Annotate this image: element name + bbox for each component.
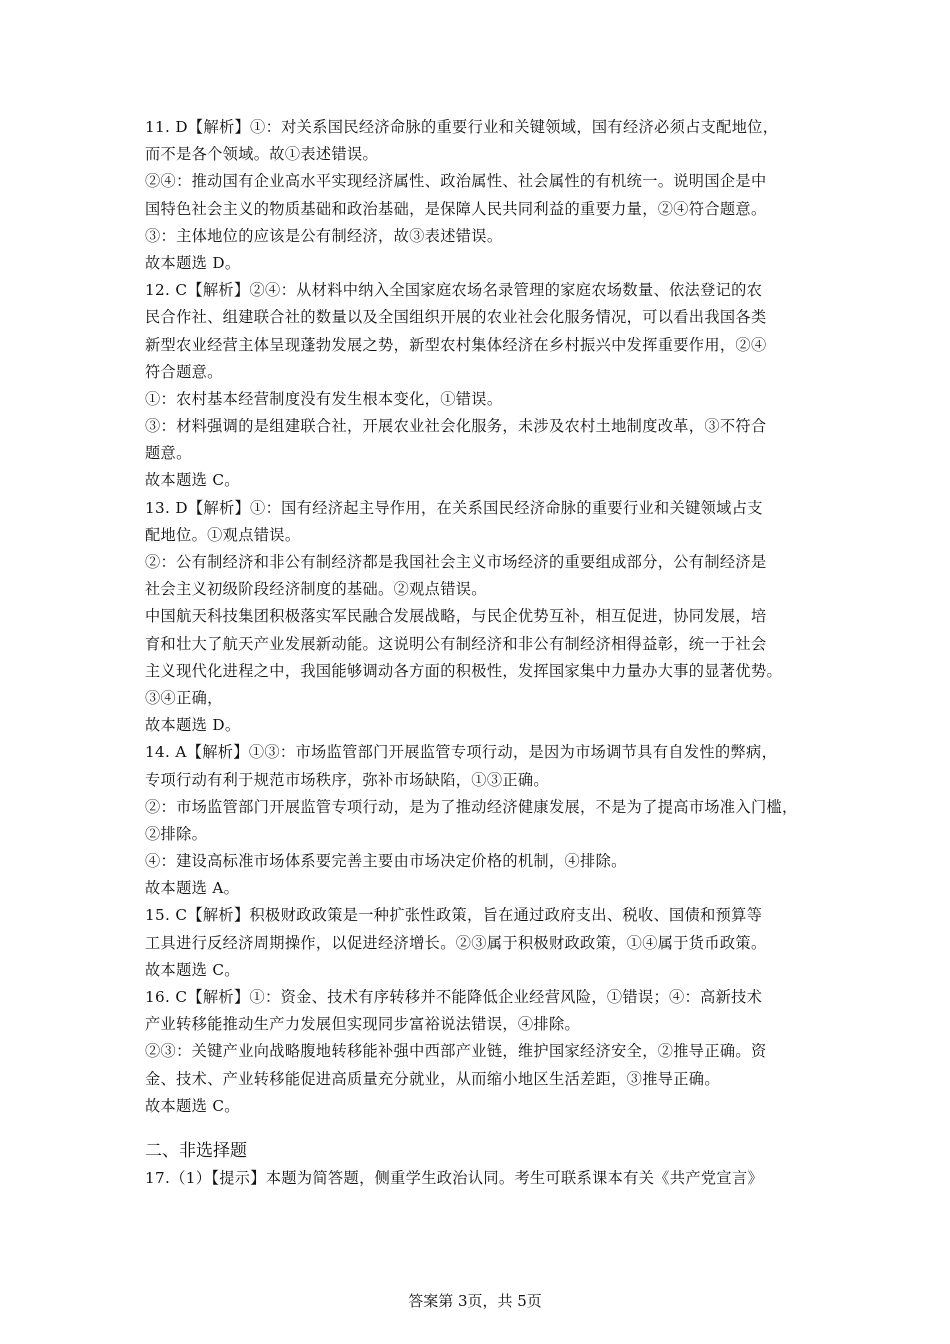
answer-lines xyxy=(145,114,813,1120)
text-line: 专项行动有利于规范市场秩序，弥补市场缺陷，①③正确。 xyxy=(145,770,549,789)
text-line: ②③：关键产业向战略腹地转移能补强中西部产业链，维护国家经济安全，②推导正确。资 xyxy=(145,1042,767,1061)
text-line: ②：公有制经济和非公有制经济都是我国社会主义市场经济的重要组成部分，公有制经济是 xyxy=(145,553,767,571)
text-line: 15. C【解析】积极财政政策是一种扩张性政策，旨在通过政府支出、税收、国债和预算等 xyxy=(145,906,763,925)
text-line: 符合题意。 xyxy=(145,362,223,381)
text-line: 17.（1）【提示】本题为简答题，侧重学生政治认同。考生可联系课本有关《共产党宣言》 xyxy=(145,1168,764,1187)
text-line: ③④正确， xyxy=(145,688,223,707)
text-line: 产业转移能推动生产力发展但实现同步富裕说法错误，④排除。 xyxy=(145,1015,581,1034)
answer-content xyxy=(145,114,813,1192)
text-line: 工具进行反经济周期操作，以促进经济增长。②③属于积极财政政策，①④属于货币政策。 xyxy=(145,933,767,952)
text-line: 故本题选 D。 xyxy=(145,253,241,272)
text-line: 14. A【解析】①③：市场监管部门开展监管专项行动，是因为市场调节具有自发性的弊病， xyxy=(145,743,778,762)
text-line: 主义现代化进程之中，我国能够调动各方面的积极性，发挥国家集中力量办大事的显著优势。 xyxy=(145,661,783,680)
text-line: ①：农村基本经营制度没有发生根本变化，①错误。 xyxy=(145,389,503,408)
text-line: 故本题选 C。 xyxy=(145,1096,240,1115)
text-line: 故本题选 D。 xyxy=(145,716,241,735)
section-lines xyxy=(145,1165,813,1192)
text-line: ④：建设高标准市场体系要完善主要由市场决定价格的机制，④排除。 xyxy=(145,852,627,871)
text-line: ③：材料强调的是组建联合社，开展农业社会化服务，未涉及农村土地制度改革，③不符合 xyxy=(145,417,767,436)
text-line: 题意。 xyxy=(145,444,192,463)
text-line: 金、技术、产业转移能促进高质量充分就业，从而缩小地区生活差距，③推导正确。 xyxy=(145,1069,720,1088)
text-line: 12. C【解析】②④：从材料中纳入全国家庭农场名录管理的家庭农场数量、依法登记的农 xyxy=(145,281,763,300)
text-line: 故本题选 A。 xyxy=(145,879,240,898)
text-line: 11. D【解析】①：对关系国民经济命脉的重要行业和关键领域，国有经济必须占支配地位， xyxy=(145,118,779,136)
text-line: 故本题选 C。 xyxy=(145,960,240,979)
text-line: 社会主义初级阶段经济制度的基础。②观点错误。 xyxy=(145,580,487,599)
text-line: ②：市场监管部门开展监管专项行动，是为了推动经济健康发展，不是为了提高市场准入门槛， xyxy=(145,797,798,816)
text-line: 中国航天科技集团积极落实军民融合发展战略，与民企优势互补，相互促进，协同发展，培 xyxy=(145,607,767,626)
text-line: 育和壮大了航天产业发展新动能。这说明公有制经济和非公有制经济相得益彰，统一于社会 xyxy=(145,634,767,653)
text-line: 13. D【解析】①：国有经济起主导作用，在关系国民经济命脉的重要行业和关键领域占支 xyxy=(145,498,763,517)
text-line: ②排除。 xyxy=(145,824,208,843)
page-footer: 答案第 3页，共 5页 xyxy=(408,1292,542,1310)
text-line: 而不是各个领域。故①表述错误。 xyxy=(145,145,379,164)
text-line: ②④：推动国有企业高水平实现经济属性、政治属性、社会属性的有机统一。说明国企是中 xyxy=(145,172,767,191)
section-title: 二、非选择题 xyxy=(145,1140,247,1161)
text-line: 新型农业经营主体呈现蓬勃发展之势，新型农村集体经济在乡村振兴中发挥重要作用，②④ xyxy=(145,335,767,354)
text-line: 民合作社、组建联合社的数量以及全国组织开展的农业社会化服务情况，可以看出我国各类 xyxy=(145,308,767,327)
text-line: ③：主体地位的应该是公有制经济，故③表述错误。 xyxy=(145,226,503,245)
text-line: 16. C【解析】①：资金、技术有序转移并不能降低企业经营风险，①错误；④：高新技术 xyxy=(145,988,763,1006)
text-line: 国特色社会主义的物质基础和政治基础，是保障人民共同利益的重要力量，②④符合题意。 xyxy=(145,199,767,218)
text-line: 配地位。①观点错误。 xyxy=(145,525,301,544)
text-line: 故本题选 C。 xyxy=(145,471,240,490)
